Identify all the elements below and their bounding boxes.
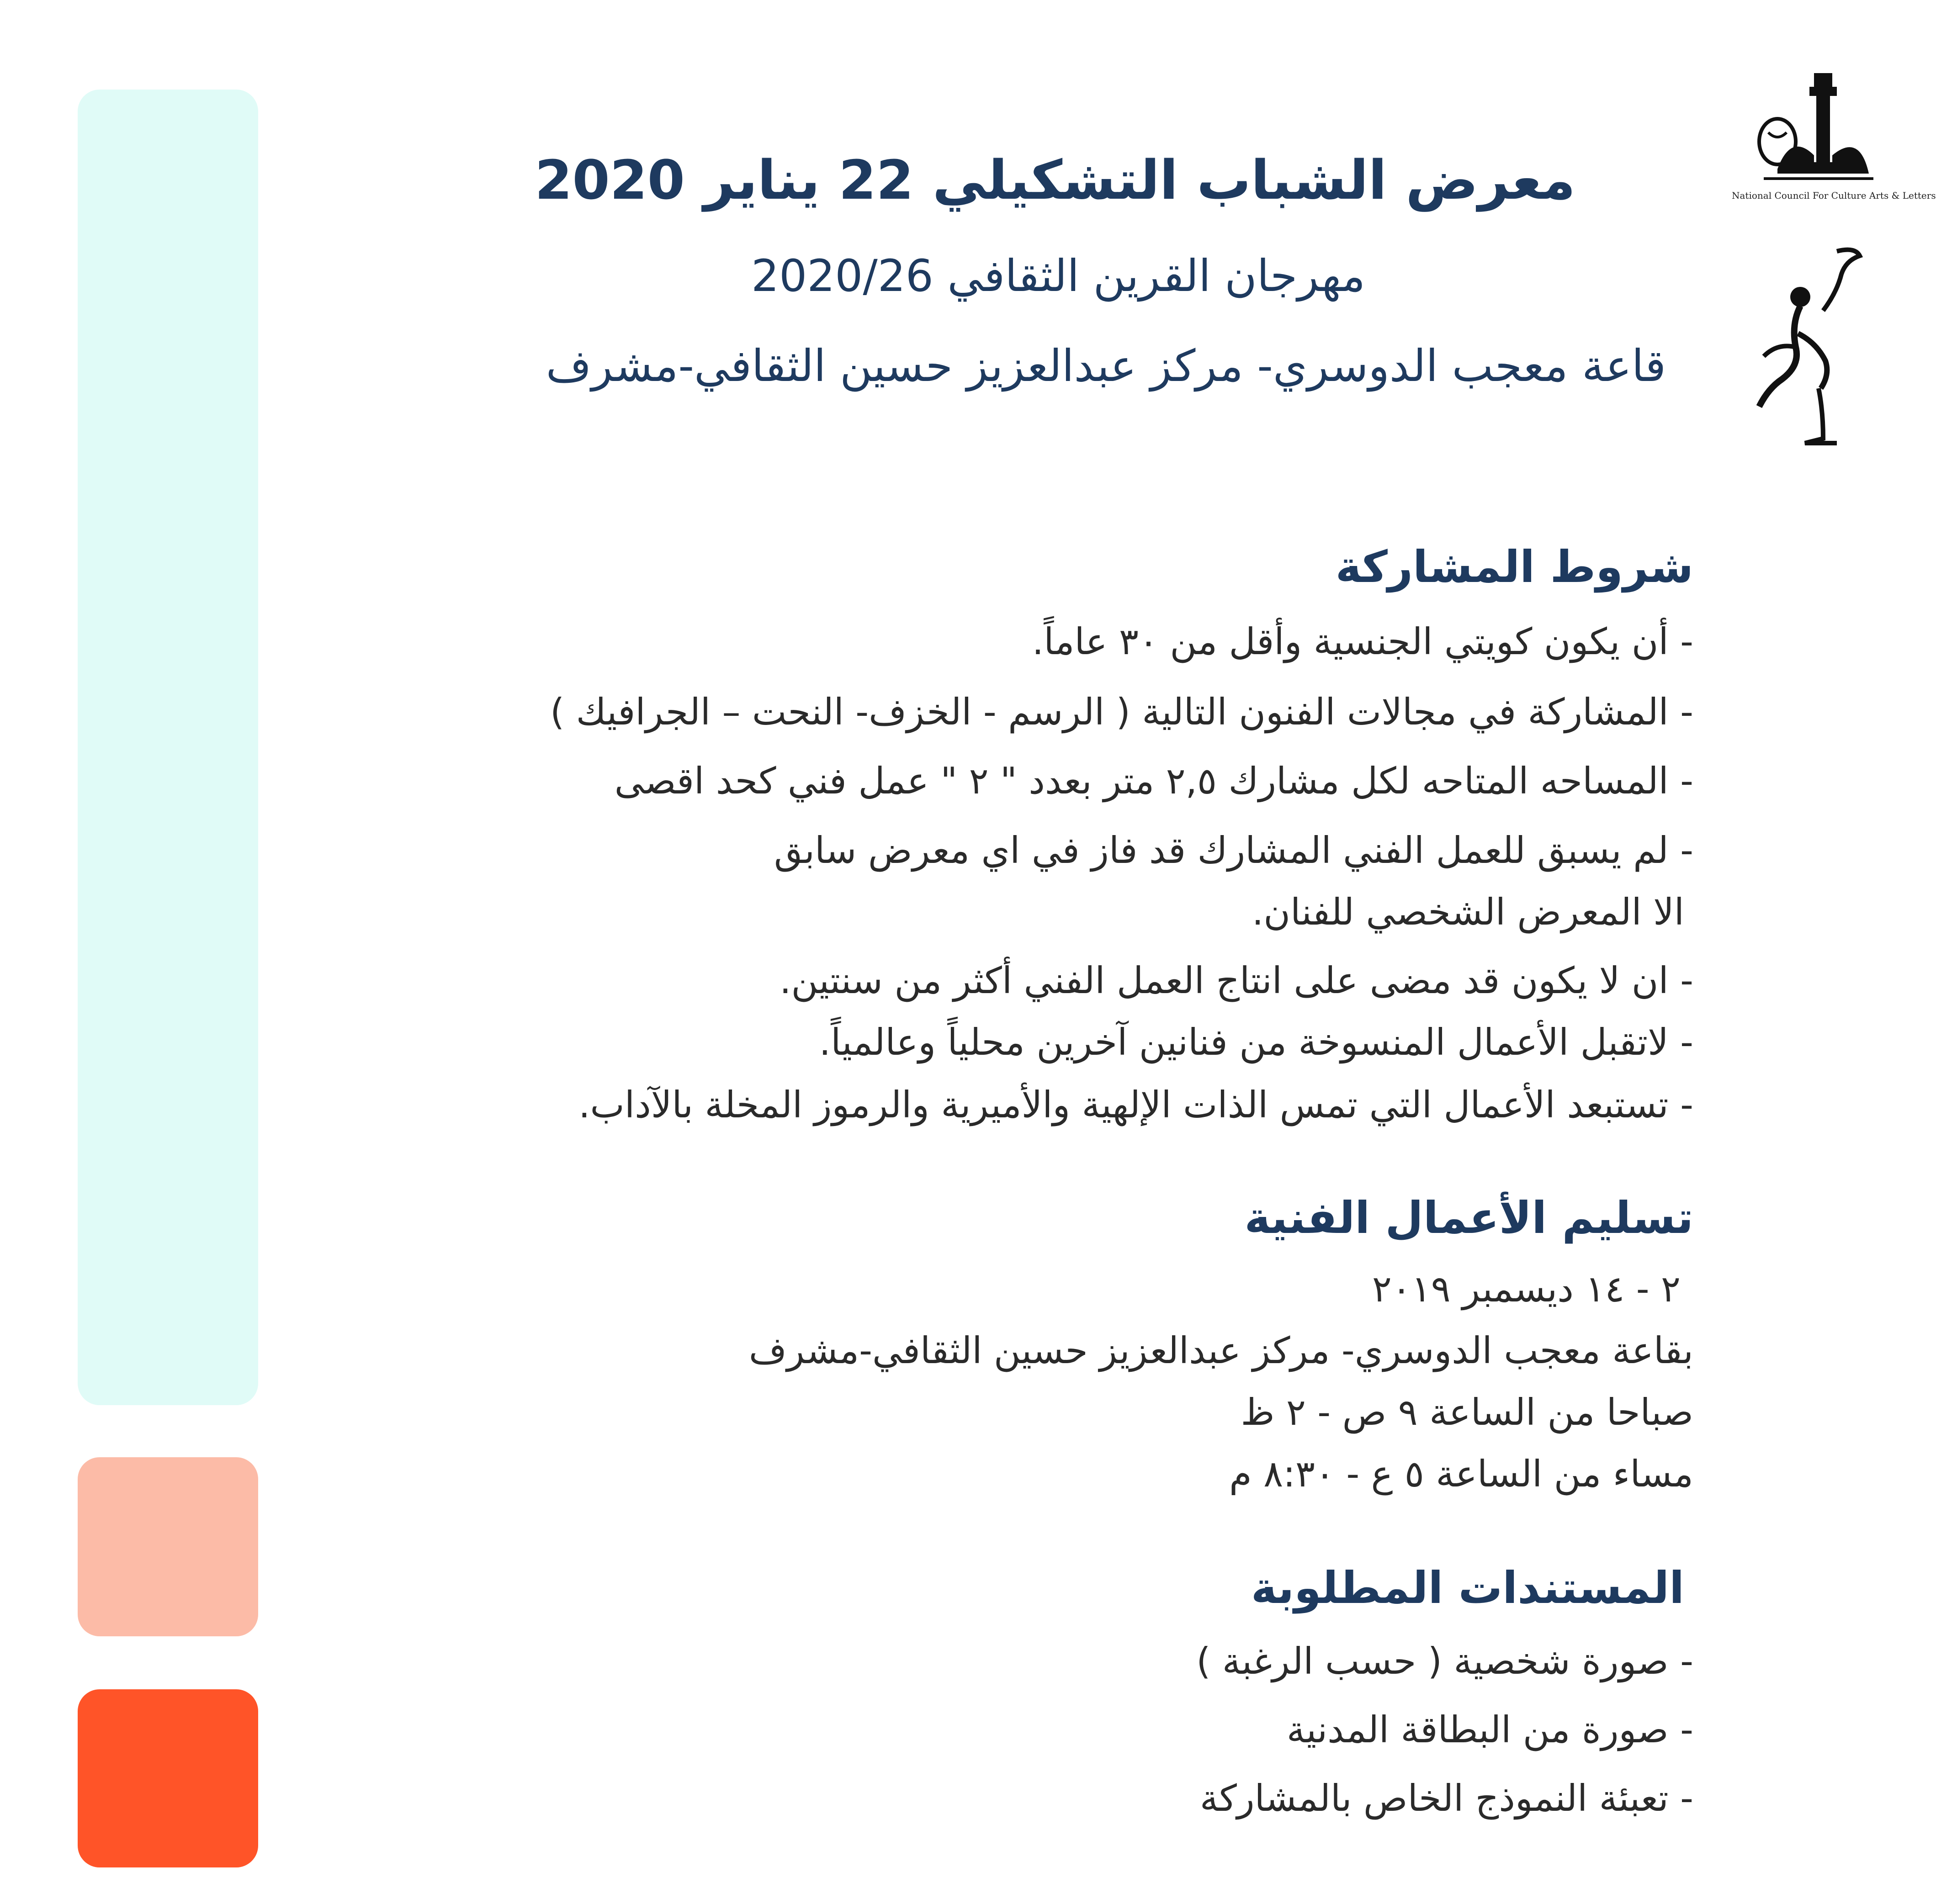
decorative-bar-peach [78, 1457, 258, 1636]
list-item: - لاتقبل الأعمال المنسوخة من فنانين آخرين محلياً وعالمياً. [819, 1021, 1693, 1063]
list-item: صباحا من الساعة ٩ ص - ٢ ظ [1241, 1391, 1693, 1433]
list-item: - المساحه المتاحه لكل مشارك ٢,٥ متر بعدد " ٢ " عمل فني كحد اقصى [614, 760, 1693, 802]
page-title: معرض الشباب التشكيلي 22 يناير 2020 [535, 148, 1575, 212]
decorative-bar-mint [78, 90, 258, 1405]
list-item: ٢ - ١٤ ديسمبر ٢٠١٩ [1372, 1268, 1681, 1310]
list-item: - المشاركة في مجالات الفنون التالية ( الرسم - الخزف- النحت – الجرافيك ) [550, 691, 1693, 733]
festival-subtitle: مهرجان القرين الثقافي 2020/26 [751, 250, 1365, 301]
council-logo-caption: National Council For Culture Arts & Letters [1732, 190, 1936, 201]
conditions-heading: شروط المشاركة [1335, 541, 1693, 592]
list-item: - ان لا يكون قد مضى على انتاج العمل الفني أكثر من سنتين. [780, 959, 1693, 1002]
list-item: - لم يسبق للعمل الفني المشارك قد فاز في اي معرض سابق [774, 829, 1693, 872]
list-item: - صورة شخصية ( حسب الرغبة ) [1196, 1640, 1693, 1682]
council-logo-icon [1723, 64, 1936, 210]
list-item: - تستبعد الأعمال التي تمس الذات الإلهية والأميرية والرموز المخلة بالآداب. [578, 1084, 1693, 1126]
list-item: الا المعرض الشخصي للفنان. [1252, 891, 1684, 933]
dancer-logo-icon [1750, 242, 1869, 452]
list-item: - تعبئة النموذج الخاص بالمشاركة [1199, 1777, 1693, 1819]
documents-heading: المستندات المطلوبة [1251, 1562, 1684, 1613]
venue-line: قاعة معجب الدوسري- مركز عبدالعزيز حسين الثقافي-مشرف [546, 340, 1666, 391]
list-item: بقاعة معجب الدوسري- مركز عبدالعزيز حسين الثقافي-مشرف [748, 1329, 1693, 1372]
list-item: - أن يكون كويتي الجنسية وأقل من ٣٠ عاماً. [1032, 620, 1693, 663]
decorative-bar-orange [78, 1689, 258, 1867]
list-item: - صورة من البطاقة المدنية [1286, 1708, 1693, 1751]
list-item: مساء من الساعة ٥ ع - ٨:٣٠ م [1229, 1453, 1693, 1495]
delivery-heading: تسليم الأعمال الفنية [1244, 1192, 1693, 1243]
